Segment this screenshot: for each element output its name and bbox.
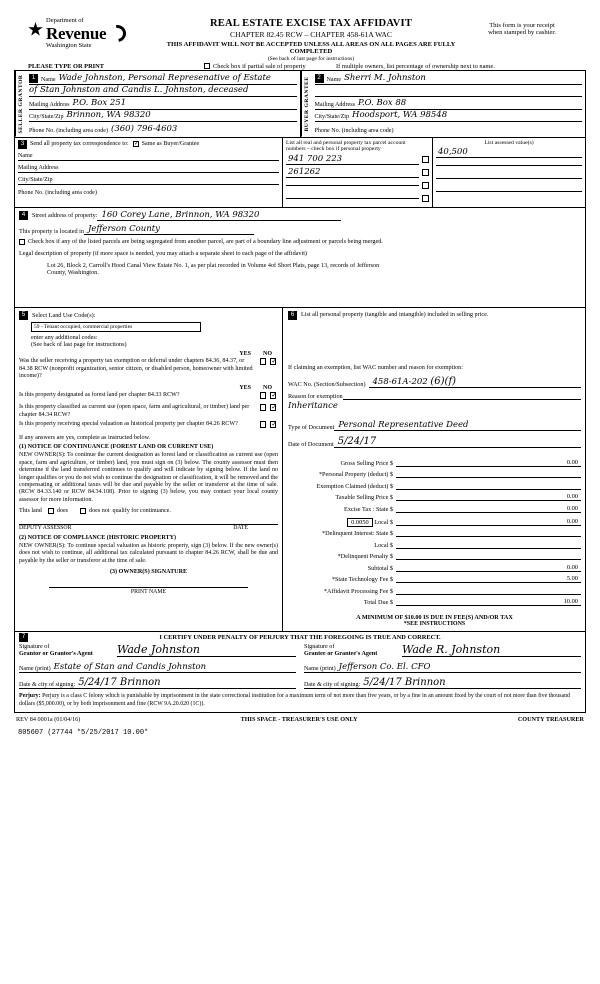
receipt-note: This form is your receipt when stamped by cashier. bbox=[488, 22, 556, 36]
excise-tax-local-value: 0.00 bbox=[396, 518, 581, 526]
q1-no-checkbox[interactable] bbox=[268, 358, 278, 368]
personal-property-deduct-row[interactable]: *Personal Property (deduct) $ bbox=[288, 467, 581, 479]
logo-revenue: Revenue bbox=[46, 25, 126, 43]
section-6 bbox=[283, 308, 585, 631]
q2-text: Is this property designated as forest land per chapter 84.33 RCW? bbox=[19, 392, 180, 399]
buyer-name-field[interactable]: 2 Name Sherri M. Johnston bbox=[315, 72, 583, 85]
section-2-marker: 2 bbox=[315, 74, 324, 83]
does-not-checkbox[interactable] bbox=[80, 508, 86, 514]
grantee-date-city-value: 5/24/17 Brinnon bbox=[363, 677, 446, 689]
grantor-sig-label-1: Signature of bbox=[19, 643, 50, 651]
buyer-citystatezip-field[interactable]: City/State/Zip Hoodsport, WA 98548 bbox=[315, 110, 583, 123]
corr-name-field[interactable]: Name bbox=[18, 149, 279, 161]
seller-phone-field[interactable]: Phone No. (including area code) (360) 796-4603 bbox=[29, 123, 178, 134]
grantor-date-city-value: 5/24/17 Brinnon bbox=[78, 677, 161, 689]
corr-citystatezip-field[interactable]: City/State/Zip bbox=[18, 173, 279, 185]
additional-codes-label: enter any additional codes: bbox=[31, 334, 98, 342]
buyer-block bbox=[301, 71, 586, 137]
located-in-value[interactable]: Jefferson County bbox=[84, 224, 254, 235]
sections-5-6 bbox=[15, 308, 585, 632]
local-rate-row[interactable]: 0.0050 Local $ 0.00 bbox=[288, 513, 581, 526]
does-label: does bbox=[56, 508, 69, 515]
owner-signature-line[interactable] bbox=[49, 587, 248, 588]
receipt-stamp: 805607 (27744 *5/25/2017 10.00* bbox=[18, 728, 149, 737]
corr-mailing-field[interactable]: Mailing Address bbox=[18, 161, 279, 173]
legal-description-value-2[interactable]: County, Washington. bbox=[47, 269, 99, 277]
parcel-value-2: 261262 bbox=[286, 167, 419, 178]
grantor-name-print-value: Estate of Stan and Candis Johnston bbox=[53, 662, 207, 673]
q1-yes-checkbox[interactable] bbox=[258, 358, 268, 368]
located-in-label: This property is located in bbox=[19, 228, 84, 236]
q3-text: Is this property classified as current use (open space, farm and agricultural, or timber) land per chapter 84.34 RCW? bbox=[19, 404, 250, 418]
agency-logo bbox=[14, 18, 164, 49]
notice-continuance-title: (1) NOTICE OF CONTINUANCE (FOREST LAND OR CURRENT USE) bbox=[19, 444, 214, 451]
doc-type-value[interactable]: Personal Representative Deed bbox=[334, 420, 581, 431]
multiple-owners-note: If multiple owners, list percentage of ownership next to name. bbox=[336, 63, 495, 70]
excise-tax-state-value: 0.00 bbox=[396, 505, 581, 513]
assessor-date-label: DATE bbox=[233, 525, 248, 532]
swoosh-icon bbox=[106, 21, 130, 45]
parcel-value-4 bbox=[286, 198, 419, 199]
q4-yes-checkbox[interactable] bbox=[258, 421, 268, 431]
grantor-signature-block bbox=[19, 643, 304, 689]
deputy-assessor-label: DEPUTY ASSESSOR bbox=[19, 525, 72, 532]
seller-citystatezip-field[interactable]: City/State/Zip Brinnon, WA 98320 bbox=[29, 110, 297, 123]
corr-phone-field[interactable]: Phone No. (including area code) bbox=[18, 189, 98, 196]
assessed-header: List assessed value(s) bbox=[484, 139, 534, 146]
affidavit-processing-fee-value bbox=[396, 594, 581, 595]
document-footer bbox=[14, 716, 586, 723]
yes-header-2: YES bbox=[239, 385, 251, 392]
does-checkbox[interactable] bbox=[48, 508, 54, 514]
buyer-vertical-label: BUYER GRANTEE bbox=[301, 71, 312, 137]
gross-selling-price-value: 0.00 bbox=[396, 459, 581, 467]
seller-name-value-2: of Stan Johnston and Candis L. Johnston, deceased bbox=[29, 85, 249, 95]
parcel-personal-checkbox-1[interactable] bbox=[422, 156, 429, 163]
buyer-name-field-2[interactable] bbox=[315, 85, 583, 98]
gross-selling-price-row[interactable]: Gross Selling Price $ 0.00 bbox=[288, 455, 581, 467]
assessed-row[interactable] bbox=[436, 172, 582, 185]
legal-description-value-1[interactable]: Lot 26, Block 2, Carroll's Hood Canal View Estate No. 1, as per plat recorded in Volume 4of Short Plats, page 13, records of Jefferson bbox=[47, 262, 380, 270]
affidavit-processing-fee-row[interactable]: *Affidavit Processing Fee $ bbox=[288, 583, 581, 595]
parties-row bbox=[15, 71, 585, 138]
personal-property-deduct-value bbox=[396, 477, 581, 478]
form-body bbox=[14, 70, 586, 713]
this-land-label: This land bbox=[19, 508, 42, 515]
send-correspondence-label: Send all property tax correspondence to: bbox=[30, 141, 129, 147]
exemption-claimed-row[interactable]: Exemption Claimed (deduct) $ bbox=[288, 478, 581, 490]
parcel-value-1: 941 700 223 bbox=[286, 154, 419, 165]
exemption-claimed-value bbox=[396, 489, 581, 490]
doc-date-value[interactable]: 5/24/17 bbox=[334, 436, 581, 448]
parcel-personal-checkbox-2[interactable] bbox=[422, 169, 429, 176]
see-back-line: (See back of last page for instructions) bbox=[267, 56, 355, 62]
type-print-label: PLEASE TYPE OR PRINT bbox=[28, 63, 105, 70]
notice-compliance-body: NEW OWNER(S): To continue special valuation as historic property, sign (3) below. If the new owner(s) does not wish to continue, all additional tax calculated pursuant to chapter 84.26 RCW, shall be due and payable by the seller or transferor at the time of sale. bbox=[19, 543, 278, 564]
delinquent-penalty-row[interactable]: *Delinquent Penalty $ bbox=[288, 549, 581, 561]
yes-header-1: YES bbox=[239, 351, 251, 358]
see-instructions-note: *SEE INSTRUCTIONS bbox=[403, 621, 466, 628]
chapter-line: CHAPTER 82.45 RCW – CHAPTER 458-61A WAC bbox=[230, 30, 392, 39]
page-title: REAL ESTATE EXCISE TAX AFFIDAVIT bbox=[209, 18, 413, 29]
buyer-mailing-value: P.O. Box 88 bbox=[357, 97, 407, 108]
certify-line: I CERTIFY UNDER PENALTY OF PERJURY THAT THE FOREGOING IS TRUE AND CORRECT. bbox=[159, 634, 441, 642]
state-technology-fee-value: 5.00 bbox=[396, 575, 581, 583]
section-4-marker: 4 bbox=[19, 211, 28, 220]
seller-vertical-label: SELLER GRANTOR bbox=[15, 71, 26, 137]
subtotal-row[interactable]: Subtotal $ 0.00 bbox=[288, 560, 581, 572]
seller-mailing-value: P.O. Box 251 bbox=[72, 97, 127, 108]
taxable-selling-price-row[interactable]: Taxable Selling Price $ 0.00 bbox=[288, 490, 581, 502]
seller-name-field[interactable]: 1 Name Wade Johnston, Personal Represenative of Estate bbox=[29, 72, 297, 85]
street-address-value[interactable]: 160 Corey Lane, Brinnon, WA 98320 bbox=[97, 210, 341, 221]
buyer-mailing-field[interactable]: Mailing Address P.O. Box 88 bbox=[315, 97, 583, 110]
seller-phone-value: (360) 796-4603 bbox=[111, 123, 178, 134]
q4-no-checkbox[interactable] bbox=[268, 421, 278, 431]
delinquent-interest-local-row[interactable]: Local $ bbox=[288, 537, 581, 549]
treasurer-space-label: THIS SPACE - TREASURER'S USE ONLY bbox=[240, 715, 358, 723]
total-due-value: 10.00 bbox=[396, 598, 581, 606]
segregated-label: Check box if any of the listed parcels are being segregated from another parcel, are part of a boundary line adjustment or parcels being merged. bbox=[28, 238, 383, 246]
parcel-list: List all real and personal property tax parcel account numbers – check box if personal property 941 700 223 261262 bbox=[283, 138, 433, 208]
state-technology-fee-row[interactable]: *State Technology Fee $ 5.00 bbox=[288, 572, 581, 584]
wac-value[interactable]: 458-61A-202 (6)(f) bbox=[369, 376, 581, 388]
owner-signature-title: (3) OWNER(S) SIGNATURE bbox=[109, 569, 188, 576]
see-back-label-5: (See back of last page for instructions) bbox=[31, 341, 127, 349]
seller-citystatezip-value: Brinnon, WA 98320 bbox=[66, 110, 151, 120]
parcel-personal-checkbox-4[interactable] bbox=[422, 195, 429, 202]
parcel-row[interactable] bbox=[286, 153, 429, 166]
grantee-name-print[interactable]: Name (print) Jefferson Co. El. CFO bbox=[304, 659, 581, 673]
section-5 bbox=[15, 308, 283, 631]
section-5-marker: 5 bbox=[19, 311, 28, 320]
partial-sale-checkbox[interactable] bbox=[204, 63, 210, 69]
q3-no-checkbox[interactable] bbox=[268, 404, 278, 414]
seller-mailing-field[interactable]: Mailing Address P.O. Box 251 bbox=[29, 97, 297, 110]
exemption-claim-label: If claiming an exemption, list WAC number and reason for exemption: bbox=[288, 364, 463, 372]
doc-type-label: Type of Document bbox=[288, 424, 335, 432]
notice-continuance-body: NEW OWNER(S): To continue the current designation as forest land or classification as current use (open space, farm and agriculture, or timber) land, you must sign on (3) below. The county assessor must then determine if the land transferred continues to qualify and will indicate by signing below. If the land no longer qualifies or you do not wish to continue the designation or classification, it will be removed and the compensating or additional taxes will be due and payable by the seller or transferor at the time of sale. (RCW 84.33.140 or RCW 84.34.108). Prior to signing (3) below, you may contact your local county assessor for more information. bbox=[19, 452, 278, 503]
grantor-signature-value[interactable]: Wade Johnston bbox=[117, 643, 296, 657]
section-7 bbox=[15, 632, 585, 712]
assessed-value-3 bbox=[436, 178, 582, 179]
q2-yes-checkbox[interactable] bbox=[258, 392, 268, 402]
section-7-marker: 7 bbox=[19, 633, 28, 642]
grantor-name-print[interactable]: Name (print) Estate of Stan and Candis Johnston bbox=[19, 659, 296, 673]
county-treasurer-label: COUNTY TREASURER bbox=[517, 715, 584, 723]
excise-tax-state-row[interactable]: Excise Tax : State $ 0.00 bbox=[288, 501, 581, 513]
form-revision: REV 84 0001a (01/04/16) bbox=[16, 715, 81, 723]
assessed-value-4 bbox=[436, 191, 582, 192]
same-as-buyer-label: Same as Buyer/Grantee bbox=[141, 141, 200, 147]
parcel-personal-checkbox-3[interactable] bbox=[422, 182, 429, 189]
section-6-marker: 6 bbox=[288, 311, 297, 320]
partial-sale-label: Check box if partial sale of property bbox=[213, 63, 306, 70]
grantee-sig-label-2: Grantee or Grantee's Agent bbox=[304, 650, 378, 658]
section-4 bbox=[15, 208, 585, 308]
street-address-label: Street address of property: bbox=[32, 212, 98, 220]
legal-description-label: Legal description of property (if more space is needed, you may attach a separate sheet to each page of the affidavit) bbox=[19, 250, 307, 258]
wac-subsection-hand: (6)(f) bbox=[430, 376, 457, 388]
doc-date-label: Date of Document bbox=[288, 441, 334, 449]
if-any-yes-note: If any answers are yes, complete as instructed below. bbox=[19, 434, 151, 442]
parcel-row[interactable] bbox=[286, 179, 429, 192]
land-use-code-value[interactable]: 59 - Tenant occupied, commercial properties bbox=[31, 322, 201, 332]
section-3-marker: 3 bbox=[18, 140, 27, 149]
buyer-citystatezip-value: Hoodsport, WA 98548 bbox=[352, 110, 448, 120]
qualify-label: qualify for continuance. bbox=[112, 508, 171, 515]
buyer-name-value: Sherri M. Johnston bbox=[344, 72, 426, 83]
q1-text: Was the seller receiving a property tax exemption or deferral under chapters 84.36, 84.37, or 84.38 RCW (nonprofit organization, senior citizen, or disabled person, homeowner with limited income)? bbox=[19, 358, 253, 380]
star-icon bbox=[28, 22, 43, 37]
type-print-row bbox=[14, 63, 586, 70]
q3-yes-checkbox[interactable] bbox=[258, 404, 268, 414]
print-name-label: PRINT NAME bbox=[130, 589, 167, 596]
no-header-2: NO bbox=[263, 385, 272, 392]
grantor-sig-label-2: Grantor or Grantor's Agent bbox=[19, 650, 93, 658]
assessed-values bbox=[433, 138, 585, 208]
section-1-marker: 1 bbox=[29, 74, 38, 83]
assessed-value-2 bbox=[436, 165, 582, 166]
grantee-sig-label-1: Signature of bbox=[304, 643, 335, 651]
delinquent-interest-state-row[interactable]: *Delinquent Interest: State $ bbox=[288, 526, 581, 538]
seller-name-field-2[interactable] bbox=[29, 85, 297, 98]
minimum-due-note: A MINIMUM OF $10.00 IS DUE IN FEE(S) AND/OR TAX bbox=[356, 614, 513, 622]
assessed-row[interactable] bbox=[436, 185, 582, 198]
assessed-row[interactable] bbox=[436, 159, 582, 172]
same-as-buyer-checkbox[interactable] bbox=[133, 141, 139, 147]
delinquent-interest-state-value bbox=[396, 536, 581, 537]
no-header-1: NO bbox=[263, 351, 272, 358]
land-use-title: Select Land Use Code(s): bbox=[32, 312, 96, 320]
buyer-phone-field[interactable]: Phone No. (including area code) bbox=[314, 127, 394, 134]
logo-department: Department of bbox=[46, 17, 84, 24]
segregated-checkbox[interactable] bbox=[19, 239, 25, 245]
notice-line: THIS AFFIDAVIT WILL NOT BE ACCEPTED UNLESS ALL AREAS ON ALL PAGES ARE FULLY COMPLETED bbox=[166, 41, 456, 55]
perjury-note: Perjury: Perjury is a class C felony which is punishable by imprisonment in the state correctional institution for a maximum term of not more than five years, or by a fine in an amount fixed by the court of not more than five thousand dollars ($5,000.00), or by both imprisonment and fine (RCW 9A.20.020 (1C)). bbox=[19, 693, 570, 707]
subtotal-value: 0.00 bbox=[396, 564, 581, 572]
assessed-row[interactable] bbox=[436, 146, 582, 159]
parcel-row[interactable] bbox=[286, 192, 429, 205]
total-due-row[interactable]: Total Due $ 10.00 bbox=[288, 595, 581, 607]
delinquent-interest-local-value bbox=[396, 548, 581, 549]
grantee-name-print-value: Jefferson Co. El. CFO bbox=[338, 662, 431, 673]
personal-property-label: List all personal property (tangible and intangible) included in selling price. bbox=[301, 311, 489, 319]
reason-value: Inheritance bbox=[288, 401, 338, 412]
notice-compliance-title: (2) NOTICE OF COMPLIANCE (HISTORIC PROPERTY) bbox=[19, 535, 177, 542]
document-header bbox=[14, 18, 586, 62]
parcel-value-3 bbox=[286, 185, 419, 186]
assessed-value-1: 40,500 bbox=[436, 147, 582, 158]
tax-rate-value: 0.0050 bbox=[347, 518, 373, 527]
grantee-signature-value[interactable]: Wade R. Johnston bbox=[402, 643, 581, 657]
grantor-date-city[interactable]: Date & city of signing: 5/24/17 Brinnon bbox=[19, 675, 296, 689]
section-3 bbox=[15, 138, 585, 209]
taxable-selling-price-value: 0.00 bbox=[396, 493, 581, 501]
seller-name-value: Wade Johnston, Personal Represenative of Estate bbox=[58, 72, 271, 83]
parcel-row[interactable] bbox=[286, 166, 429, 179]
grantee-signature-block bbox=[304, 643, 581, 689]
wac-label: WAC No. (Section/Subsection) bbox=[288, 381, 366, 389]
grantee-date-city[interactable]: Date & city of signing: 5/24/17 Brinnon bbox=[304, 675, 581, 689]
does-not-label: does not bbox=[89, 508, 110, 515]
q4-text: Is this property receiving special valuation as historical property per chapter 84.26 RCW? bbox=[19, 421, 238, 428]
reason-underline[interactable] bbox=[343, 399, 581, 400]
logo-state: Washington State bbox=[46, 41, 92, 49]
delinquent-penalty-value bbox=[396, 559, 581, 560]
q2-no-checkbox[interactable] bbox=[268, 392, 278, 402]
reason-label: Reason for exemption bbox=[288, 393, 343, 401]
seller-block bbox=[15, 71, 301, 137]
